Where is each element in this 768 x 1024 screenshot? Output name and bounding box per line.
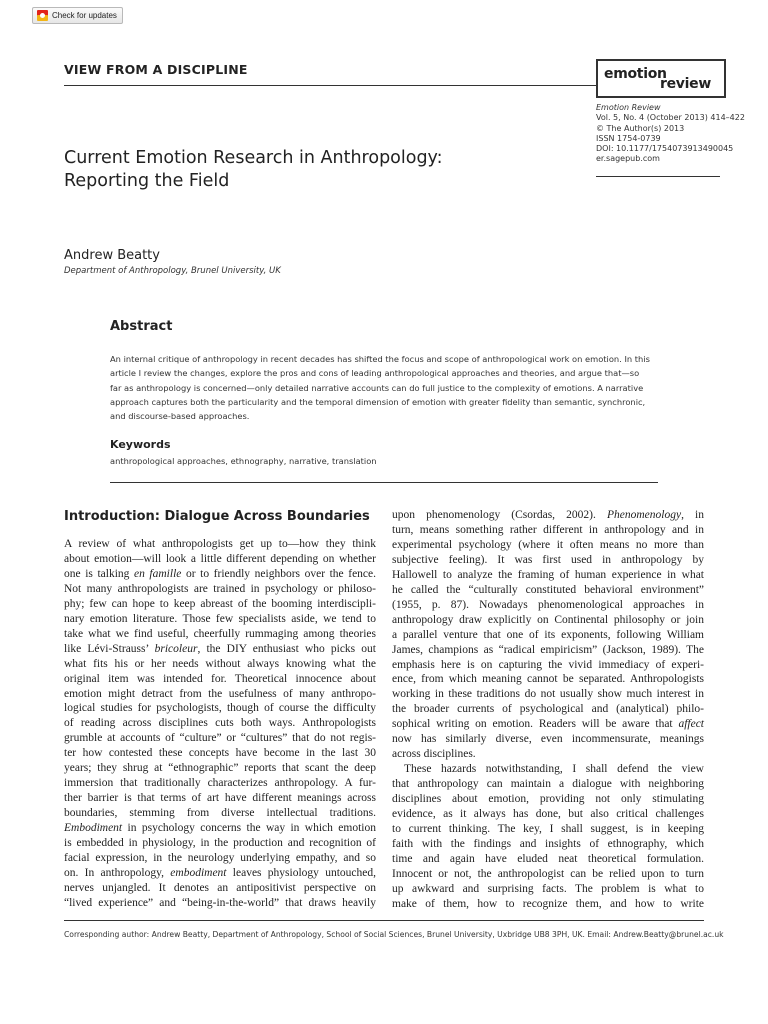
body-text-line: anthropology draw explicitly on Continental philosophy or join [392,613,704,626]
journal-metadata [596,103,745,165]
body-text-line: subjective feeling). It was first used in anthropology by [392,553,704,566]
body-column-left [64,537,376,911]
abstract-body [110,352,658,423]
logo-word-review: review [660,76,711,92]
body-text-line: turn, means something rather different in anthropology and in [392,523,704,536]
author-name: Andrew Beatty [64,248,160,263]
check-for-updates-button[interactable] [32,7,123,24]
journal-url[interactable]: er.sagepub.com [596,154,660,164]
body-text-line: he called the “culturally constituted behavioral environment” [392,583,704,596]
crossmark-center [40,13,45,18]
body-text-line: take what we find useful, cheerfully rummaging among theories [64,627,376,640]
body-text-line: on. In anthropology, embodiment leaves physiology untouched, [64,866,376,879]
body-text-line: faith with the findings and insights of ethnography, which [392,837,704,850]
body-text-line: experimental psychology (where it often means no more than [392,538,704,551]
body-text-line: grumble at accounts of “culture” or “cultures” that do not regis- [64,732,376,745]
body-text-line: nary emotion literature. Those few specialists aside, we tend to [64,612,376,625]
body-text-line: to current thinking. The key, I shall suggest, is in keeping [392,823,704,836]
body-text-line: Embodiment in psychology concerns the way in which emotion [64,822,376,835]
body-text-line: evidence, as it always has done, but also critical challenges [392,808,704,821]
body-text-line: boundaries, stemming from diverse intellectual traditions. [64,807,376,820]
body-text-line: like Lévi-Strauss’ bricoleur, the DIY enthusiast who picks out [64,642,376,655]
body-text-line: of reading across disciplines cuts both ways. Anthropologists [64,717,376,730]
body-text-line: one is talking en famille or to friendly neighbors over the fence. [64,567,377,580]
body-text-line: make of them, how to recognize them, and how to write [392,897,704,910]
body-text-line: logical studies for psychologists, though of course the difficulty [64,702,376,715]
body-text-line: These hazards notwithstanding, I shall defend the view [404,763,704,776]
article-title-line: Reporting the Field [64,171,230,191]
keywords-heading: Keywords [110,438,171,451]
body-text-line: across disciplines. [392,748,476,761]
journal-logo [596,59,726,98]
keywords-list: anthropological approaches, ethnography, narrative, translation [110,456,377,466]
body-text-line: phy; few can hope to keep abreast of the booming interdiscipli- [64,597,376,610]
journal-issn: ISSN 1754-0739 [596,133,661,143]
abstract-line: article I review the changes, explore the pros and cons of leading anthropological approaches and theories, and argue that—so [110,368,640,379]
body-text-line: that anthropology can maintain a dialogue with neighboring [392,778,704,791]
body-text-line: about emotion—will look a little different depending on whether [64,552,376,565]
body-text-line: Innocent or not, the anthropologist can be relied upon to turn [392,867,704,880]
body-text-line: original item was intended for. Theoretical innocence about [64,672,376,685]
body-text-line: what fits his or her needs without always knowing what the [64,657,376,670]
abstract-line: An internal critique of anthropology in recent decades has shifted the focus and scope of anthropological work on emotion. In this [110,354,650,364]
body-text-line: sophical writing on emotion. Readers will be aware that affect [392,718,704,731]
crossmark-icon [37,10,48,21]
logo-word-emotion: emotion [604,66,667,82]
body-text-line: Hallowell to analyze the framing of human experience in what [392,568,704,581]
body-text-line: James, champions as “radical empiricism” (Jackson, 1989). The [392,643,704,656]
intro-heading: Introduction: Dialogue Across Boundaries [64,509,370,524]
author-affiliation: Department of Anthropology, Brunel University, UK [64,266,281,276]
body-text-line: A review of what anthropologists get up to—how they think [64,538,376,550]
body-text-line: up awkward and surprising facts. The problem is what to [392,882,704,895]
body-text-line: emotion might detract from the usefulness of many anthropo- [64,687,376,700]
section-label: VIEW FROM A DISCIPLINE [64,62,248,77]
body-text-line: now has similarly diverse, even incommensurate, meanings [392,733,704,746]
body-text-line: facial expression, in the neurology underlying empathy, and so [64,852,376,865]
journal-copyright: © The Author(s) 2013 [596,123,685,133]
body-column-right [392,508,704,912]
body-text-line: a parallel venture that one of its exponents, following William [392,628,704,641]
body-text-line: immersion that traditionally characterizes anthropology. A fur- [64,777,376,790]
journal-name: Emotion Review [596,103,661,112]
header-divider [64,85,596,86]
body-text-line: Not many anthropologists are trained in psychology or philoso- [64,582,376,595]
body-text-line: upon phenomenology (Csordas, 2002). Phenomenology, in [392,509,704,521]
corresponding-author-note: Corresponding author: Andrew Beatty, Department of Anthropology, School of Social Sciences, Brunel University, Uxbridge UB8 3PH, UK. Email: Andrew.Beatty@brunel.ac.uk [64,930,724,939]
body-text-line: emphasis here is on capturing the vivid immediacy of experi- [392,658,704,671]
keywords-divider [110,482,658,483]
metadata-divider [596,176,720,177]
body-text-line: “lived experience” and “being-in-the-world” that draws heavily [64,896,376,909]
body-text-line: the broader currents of psychological and (analytical) philo- [392,703,704,716]
body-text-line: (1955, p. 87). Nowadays phenomenological approaches in [392,598,704,611]
journal-doi[interactable]: DOI: 10.1177/1754073913490045 [596,144,734,154]
body-text-line: working in these traditions do not usually show much interest in [392,688,704,701]
check-for-updates-label: Check for updates [52,11,117,20]
journal-volume: Vol. 5, No. 4 (October 2013) 414–422 [596,113,745,123]
body-text-line: disciplines about emotion, providing not only stimulating [392,793,704,806]
abstract-line: approach captures both the particularity and the temporal dimension of emotion with greater fidelity than semantic, synchronic, [110,396,646,407]
body-text-line: ther barrier is that terms of art have different meanings across [64,792,376,805]
article-title-line: Current Emotion Research in Anthropology: [64,148,443,168]
abstract-line: far as anthropology is concerned—only detailed narrative accounts can do full justice to the complexity of emotions. A narrative [110,382,644,393]
footer-divider [64,920,704,921]
body-text-line: ence, from which meaning cannot be separated. Anthropologists [392,673,704,686]
article-title [64,147,514,193]
abstract-heading: Abstract [110,319,173,334]
abstract-line: and discourse-based approaches. [110,411,250,422]
body-text-line: years; they shrug at “ethnographic” reports that scant the deep [64,762,376,775]
body-text-line: nerves unjangled. It denotes an antipositivist perspective on [64,881,376,894]
body-text-line: time and again have eluded neat theoretical formulation. [392,852,704,865]
body-text-line: ter how contested these concepts have become in the last 30 [64,747,376,760]
body-text-line: is embedded in physiology, in the production and recognition of [64,837,376,850]
